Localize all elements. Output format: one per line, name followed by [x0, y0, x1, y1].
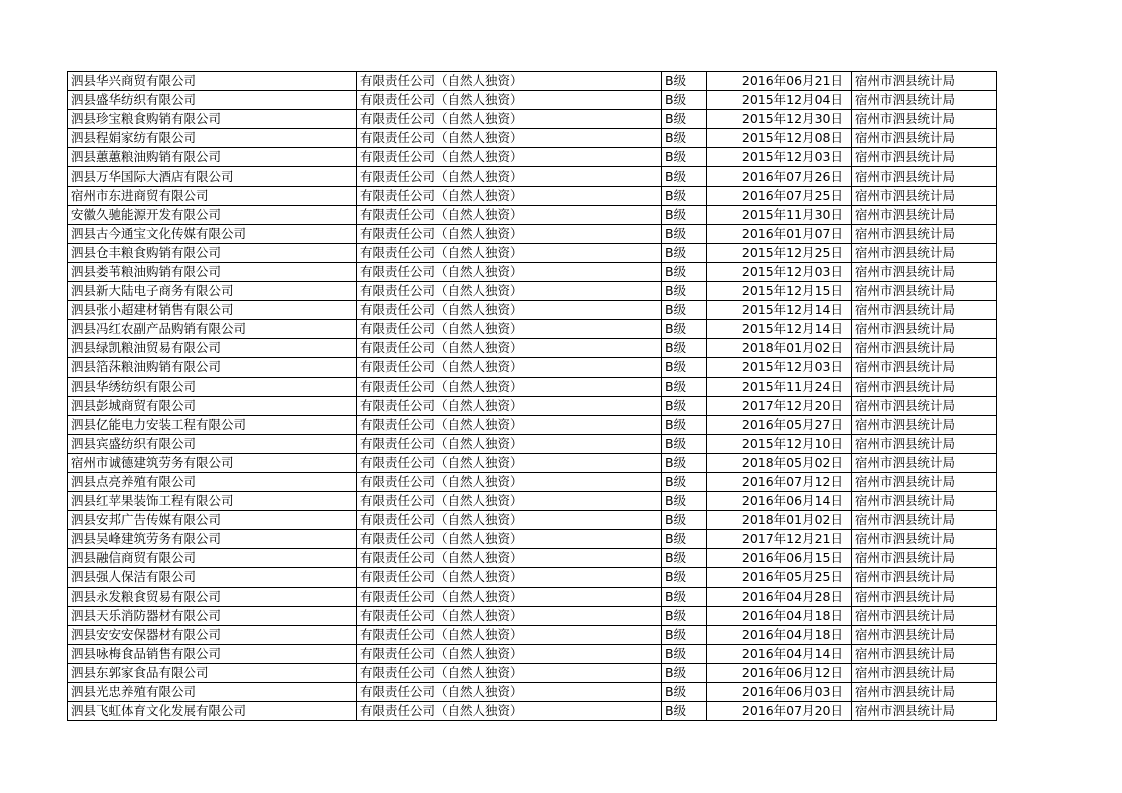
company-name-cell: 泗县华兴商贸有限公司: [68, 72, 357, 91]
issuing-authority-cell: 宿州市泗县统计局: [852, 148, 997, 167]
company-name-cell: 泗县古今通宝文化传媒有限公司: [68, 224, 357, 243]
table-row: [68, 129, 997, 148]
credit-grade-cell: B级: [662, 702, 707, 721]
credit-grade-cell: B级: [662, 644, 707, 663]
credit-grade-cell: B级: [662, 148, 707, 167]
company-type-cell: 有限责任公司（自然人独资）: [357, 91, 662, 110]
company-type-cell: 有限责任公司（自然人独资）: [357, 301, 662, 320]
credit-grade-cell: B级: [662, 262, 707, 281]
rating-date-cell: 2016年06月03日: [707, 683, 852, 702]
issuing-authority-cell: 宿州市泗县统计局: [852, 205, 997, 224]
data-sheet: [67, 71, 997, 721]
company-type-cell: 有限责任公司（自然人独资）: [357, 587, 662, 606]
company-name-cell: 泗县永发粮食贸易有限公司: [68, 587, 357, 606]
issuing-authority-cell: 宿州市泗县统计局: [852, 91, 997, 110]
issuing-authority-cell: 宿州市泗县统计局: [852, 415, 997, 434]
company-name-cell: 安徽久驰能源开发有限公司: [68, 205, 357, 224]
company-type-cell: 有限责任公司（自然人独资）: [357, 549, 662, 568]
company-type-cell: 有限责任公司（自然人独资）: [357, 148, 662, 167]
issuing-authority-cell: 宿州市泗县统计局: [852, 377, 997, 396]
company-name-cell: 泗县箔莯粮油购销有限公司: [68, 358, 357, 377]
company-type-cell: 有限责任公司（自然人独资）: [357, 644, 662, 663]
company-name-cell: 泗县仓丰粮食购销有限公司: [68, 243, 357, 262]
company-name-cell: 泗县娄苇粮油购销有限公司: [68, 262, 357, 281]
table-row: [68, 492, 997, 511]
issuing-authority-cell: 宿州市泗县统计局: [852, 129, 997, 148]
company-name-cell: 宿州市诚德建筑劳务有限公司: [68, 453, 357, 472]
company-table: [67, 71, 997, 721]
company-type-cell: 有限责任公司（自然人独资）: [357, 243, 662, 262]
company-type-cell: 有限责任公司（自然人独资）: [357, 262, 662, 281]
company-name-cell: 泗县吴峰建筑劳务有限公司: [68, 530, 357, 549]
table-row: [68, 663, 997, 682]
credit-grade-cell: B级: [662, 606, 707, 625]
issuing-authority-cell: 宿州市泗县统计局: [852, 282, 997, 301]
company-name-cell: 泗县珍宝粮食购销有限公司: [68, 110, 357, 129]
issuing-authority-cell: 宿州市泗县统计局: [852, 606, 997, 625]
table-row: [68, 243, 997, 262]
table-row: [68, 72, 997, 91]
rating-date-cell: 2015年12月03日: [707, 358, 852, 377]
company-name-cell: 泗县万华国际大酒店有限公司: [68, 167, 357, 186]
issuing-authority-cell: 宿州市泗县统计局: [852, 511, 997, 530]
issuing-authority-cell: 宿州市泗县统计局: [852, 262, 997, 281]
table-row: [68, 644, 997, 663]
company-name-cell: 泗县安邦广告传媒有限公司: [68, 511, 357, 530]
credit-grade-cell: B级: [662, 72, 707, 91]
company-name-cell: 泗县天乐消防器材有限公司: [68, 606, 357, 625]
rating-date-cell: 2015年11月24日: [707, 377, 852, 396]
company-type-cell: 有限责任公司（自然人独资）: [357, 530, 662, 549]
company-name-cell: 泗县盛华纺织有限公司: [68, 91, 357, 110]
company-name-cell: 泗县红苹果装饰工程有限公司: [68, 492, 357, 511]
rating-date-cell: 2016年06月14日: [707, 492, 852, 511]
credit-grade-cell: B级: [662, 549, 707, 568]
issuing-authority-cell: 宿州市泗县统计局: [852, 301, 997, 320]
credit-grade-cell: B级: [662, 625, 707, 644]
rating-date-cell: 2017年12月21日: [707, 530, 852, 549]
company-type-cell: 有限责任公司（自然人独资）: [357, 320, 662, 339]
table-row: [68, 377, 997, 396]
company-name-cell: 泗县点亮养殖有限公司: [68, 472, 357, 491]
table-row: [68, 301, 997, 320]
credit-grade-cell: B级: [662, 186, 707, 205]
credit-grade-cell: B级: [662, 434, 707, 453]
company-type-cell: 有限责任公司（自然人独资）: [357, 72, 662, 91]
company-type-cell: 有限责任公司（自然人独资）: [357, 167, 662, 186]
company-type-cell: 有限责任公司（自然人独资）: [357, 205, 662, 224]
rating-date-cell: 2016年07月20日: [707, 702, 852, 721]
table-row: [68, 205, 997, 224]
issuing-authority-cell: 宿州市泗县统计局: [852, 72, 997, 91]
credit-grade-cell: B级: [662, 492, 707, 511]
rating-date-cell: 2018年05月02日: [707, 453, 852, 472]
table-row: [68, 587, 997, 606]
rating-date-cell: 2015年12月03日: [707, 262, 852, 281]
company-type-cell: 有限责任公司（自然人独资）: [357, 568, 662, 587]
table-row: [68, 91, 997, 110]
table-row: [68, 683, 997, 702]
credit-grade-cell: B级: [662, 415, 707, 434]
credit-grade-cell: B级: [662, 224, 707, 243]
company-name-cell: 泗县蕙蕙粮油购销有限公司: [68, 148, 357, 167]
issuing-authority-cell: 宿州市泗县统计局: [852, 434, 997, 453]
table-row: [68, 606, 997, 625]
table-row: [68, 415, 997, 434]
company-name-cell: 泗县宾盛纺织有限公司: [68, 434, 357, 453]
company-type-cell: 有限责任公司（自然人独资）: [357, 663, 662, 682]
rating-date-cell: 2015年12月04日: [707, 91, 852, 110]
company-type-cell: 有限责任公司（自然人独资）: [357, 606, 662, 625]
issuing-authority-cell: 宿州市泗县统计局: [852, 530, 997, 549]
table-row: [68, 472, 997, 491]
rating-date-cell: 2016年05月27日: [707, 415, 852, 434]
credit-grade-cell: B级: [662, 568, 707, 587]
issuing-authority-cell: 宿州市泗县统计局: [852, 339, 997, 358]
company-type-cell: 有限责任公司（自然人独资）: [357, 453, 662, 472]
company-name-cell: 泗县东郭家食品有限公司: [68, 663, 357, 682]
company-type-cell: 有限责任公司（自然人独资）: [357, 396, 662, 415]
company-name-cell: 泗县融信商贸有限公司: [68, 549, 357, 568]
company-type-cell: 有限责任公司（自然人独资）: [357, 110, 662, 129]
table-row: [68, 110, 997, 129]
company-type-cell: 有限责任公司（自然人独资）: [357, 434, 662, 453]
issuing-authority-cell: 宿州市泗县统计局: [852, 625, 997, 644]
table-row: [68, 358, 997, 377]
rating-date-cell: 2018年01月02日: [707, 511, 852, 530]
company-type-cell: 有限责任公司（自然人独资）: [357, 224, 662, 243]
credit-grade-cell: B级: [662, 167, 707, 186]
credit-grade-cell: B级: [662, 205, 707, 224]
company-name-cell: 泗县绿凯粮油贸易有限公司: [68, 339, 357, 358]
issuing-authority-cell: 宿州市泗县统计局: [852, 587, 997, 606]
rating-date-cell: 2016年06月12日: [707, 663, 852, 682]
rating-date-cell: 2016年04月18日: [707, 606, 852, 625]
table-row: [68, 549, 997, 568]
rating-date-cell: 2016年01月07日: [707, 224, 852, 243]
rating-date-cell: 2018年01月02日: [707, 339, 852, 358]
credit-grade-cell: B级: [662, 396, 707, 415]
credit-grade-cell: B级: [662, 282, 707, 301]
company-name-cell: 泗县飞虹体育文化发展有限公司: [68, 702, 357, 721]
company-type-cell: 有限责任公司（自然人独资）: [357, 129, 662, 148]
issuing-authority-cell: 宿州市泗县统计局: [852, 320, 997, 339]
rating-date-cell: 2015年11月30日: [707, 205, 852, 224]
company-name-cell: 泗县光忠养殖有限公司: [68, 683, 357, 702]
rating-date-cell: 2016年06月15日: [707, 549, 852, 568]
credit-grade-cell: B级: [662, 511, 707, 530]
credit-grade-cell: B级: [662, 683, 707, 702]
company-name-cell: 泗县彭城商贸有限公司: [68, 396, 357, 415]
issuing-authority-cell: 宿州市泗县统计局: [852, 702, 997, 721]
rating-date-cell: 2016年04月18日: [707, 625, 852, 644]
issuing-authority-cell: 宿州市泗县统计局: [852, 683, 997, 702]
company-type-cell: 有限责任公司（自然人独资）: [357, 415, 662, 434]
table-body: [68, 72, 997, 721]
table-row: [68, 186, 997, 205]
company-name-cell: 泗县亿能电力安装工程有限公司: [68, 415, 357, 434]
table-row: [68, 702, 997, 721]
table-row: [68, 625, 997, 644]
rating-date-cell: 2016年04月14日: [707, 644, 852, 663]
credit-grade-cell: B级: [662, 320, 707, 339]
table-row: [68, 434, 997, 453]
table-row: [68, 530, 997, 549]
issuing-authority-cell: 宿州市泗县统计局: [852, 644, 997, 663]
company-name-cell: 泗县咏梅食品销售有限公司: [68, 644, 357, 663]
issuing-authority-cell: 宿州市泗县统计局: [852, 396, 997, 415]
company-type-cell: 有限责任公司（自然人独资）: [357, 358, 662, 377]
credit-grade-cell: B级: [662, 129, 707, 148]
credit-grade-cell: B级: [662, 472, 707, 491]
rating-date-cell: 2015年12月15日: [707, 282, 852, 301]
issuing-authority-cell: 宿州市泗县统计局: [852, 358, 997, 377]
table-row: [68, 148, 997, 167]
company-type-cell: 有限责任公司（自然人独资）: [357, 492, 662, 511]
rating-date-cell: 2016年07月26日: [707, 167, 852, 186]
credit-grade-cell: B级: [662, 663, 707, 682]
company-type-cell: 有限责任公司（自然人独资）: [357, 377, 662, 396]
company-type-cell: 有限责任公司（自然人独资）: [357, 472, 662, 491]
credit-grade-cell: B级: [662, 358, 707, 377]
company-name-cell: 宿州市东进商贸有限公司: [68, 186, 357, 205]
table-row: [68, 568, 997, 587]
company-type-cell: 有限责任公司（自然人独资）: [357, 625, 662, 644]
company-type-cell: 有限责任公司（自然人独资）: [357, 339, 662, 358]
company-name-cell: 泗县程娟家纺有限公司: [68, 129, 357, 148]
rating-date-cell: 2015年12月08日: [707, 129, 852, 148]
rating-date-cell: 2016年04月28日: [707, 587, 852, 606]
table-row: [68, 396, 997, 415]
issuing-authority-cell: 宿州市泗县统计局: [852, 549, 997, 568]
company-name-cell: 泗县强人保洁有限公司: [68, 568, 357, 587]
issuing-authority-cell: 宿州市泗县统计局: [852, 110, 997, 129]
rating-date-cell: 2017年12月20日: [707, 396, 852, 415]
table-row: [68, 167, 997, 186]
issuing-authority-cell: 宿州市泗县统计局: [852, 453, 997, 472]
company-name-cell: 泗县冯红农副产品购销有限公司: [68, 320, 357, 339]
issuing-authority-cell: 宿州市泗县统计局: [852, 663, 997, 682]
table-row: [68, 511, 997, 530]
credit-grade-cell: B级: [662, 339, 707, 358]
table-row: [68, 282, 997, 301]
company-type-cell: 有限责任公司（自然人独资）: [357, 511, 662, 530]
rating-date-cell: 2016年06月21日: [707, 72, 852, 91]
company-type-cell: 有限责任公司（自然人独资）: [357, 186, 662, 205]
credit-grade-cell: B级: [662, 587, 707, 606]
rating-date-cell: 2015年12月14日: [707, 301, 852, 320]
rating-date-cell: 2015年12月30日: [707, 110, 852, 129]
rating-date-cell: 2015年12月10日: [707, 434, 852, 453]
credit-grade-cell: B级: [662, 301, 707, 320]
company-name-cell: 泗县安安安保器材有限公司: [68, 625, 357, 644]
table-row: [68, 224, 997, 243]
table-row: [68, 262, 997, 281]
rating-date-cell: 2015年12月14日: [707, 320, 852, 339]
credit-grade-cell: B级: [662, 453, 707, 472]
table-row: [68, 339, 997, 358]
rating-date-cell: 2016年07月12日: [707, 472, 852, 491]
table-row: [68, 453, 997, 472]
credit-grade-cell: B级: [662, 243, 707, 262]
issuing-authority-cell: 宿州市泗县统计局: [852, 472, 997, 491]
issuing-authority-cell: 宿州市泗县统计局: [852, 243, 997, 262]
rating-date-cell: 2016年07月25日: [707, 186, 852, 205]
issuing-authority-cell: 宿州市泗县统计局: [852, 492, 997, 511]
company-type-cell: 有限责任公司（自然人独资）: [357, 683, 662, 702]
credit-grade-cell: B级: [662, 530, 707, 549]
company-name-cell: 泗县华绣纺织有限公司: [68, 377, 357, 396]
rating-date-cell: 2015年12月25日: [707, 243, 852, 262]
company-name-cell: 泗县新大陆电子商务有限公司: [68, 282, 357, 301]
table-row: [68, 320, 997, 339]
credit-grade-cell: B级: [662, 110, 707, 129]
company-type-cell: 有限责任公司（自然人独资）: [357, 282, 662, 301]
company-type-cell: 有限责任公司（自然人独资）: [357, 702, 662, 721]
issuing-authority-cell: 宿州市泗县统计局: [852, 224, 997, 243]
rating-date-cell: 2015年12月03日: [707, 148, 852, 167]
credit-grade-cell: B级: [662, 377, 707, 396]
rating-date-cell: 2016年05月25日: [707, 568, 852, 587]
company-name-cell: 泗县张小超建材销售有限公司: [68, 301, 357, 320]
credit-grade-cell: B级: [662, 91, 707, 110]
issuing-authority-cell: 宿州市泗县统计局: [852, 186, 997, 205]
issuing-authority-cell: 宿州市泗县统计局: [852, 167, 997, 186]
issuing-authority-cell: 宿州市泗县统计局: [852, 568, 997, 587]
